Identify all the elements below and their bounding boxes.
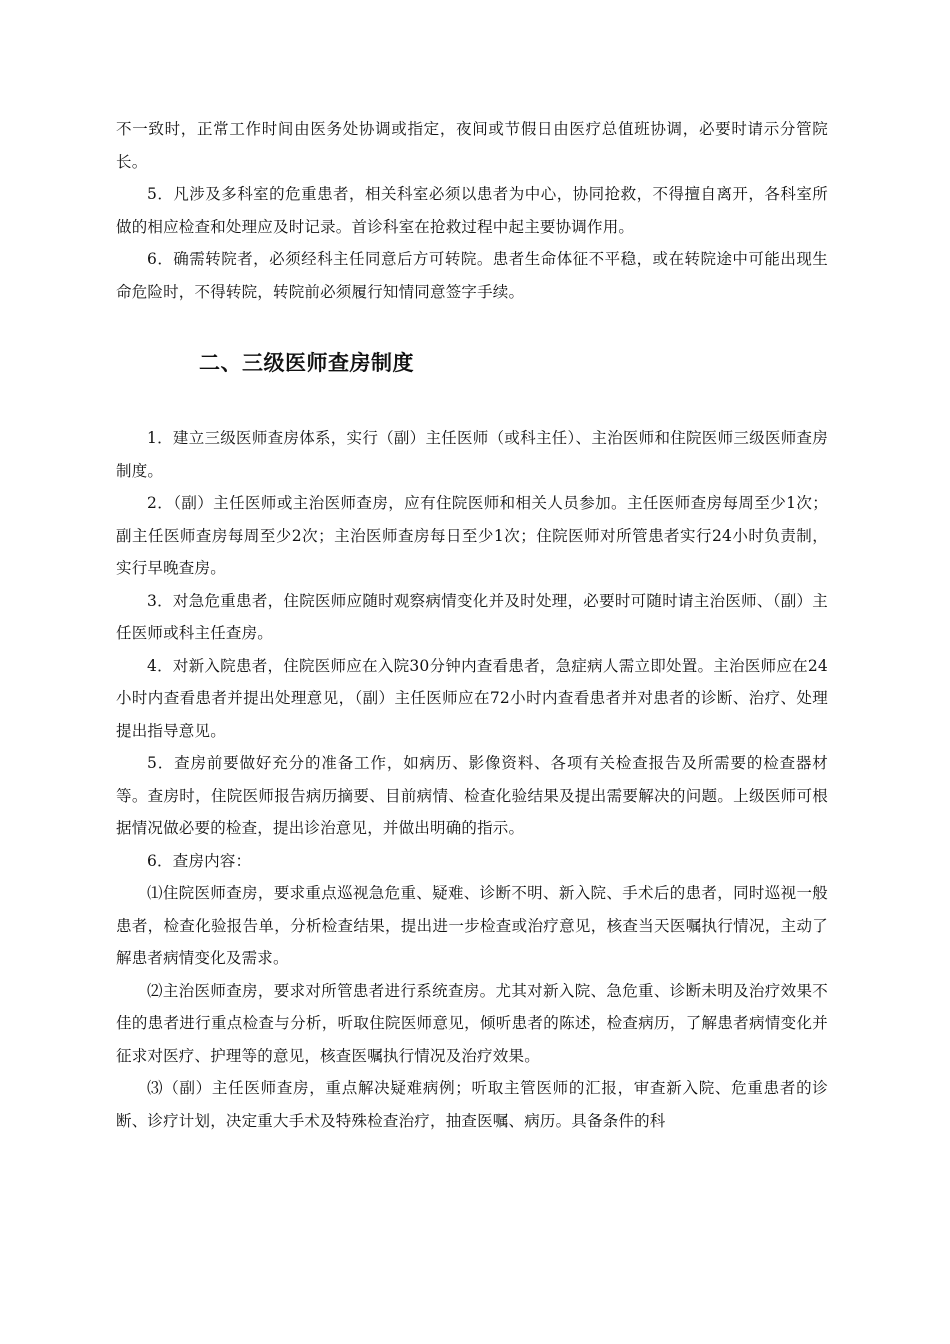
section-2-item-6: 6．查房内容： — [147, 851, 252, 870]
section-2-item-3: 3．对急危重患者，住院医师应随时观察病情变化并及时处理，必要时可随时请主治医师、（副）主任医师或科主任查房。 — [116, 591, 828, 642]
spacer — [116, 378, 828, 422]
section-2-item-2: 2．（副）主任医师或主治医师查房，应有住院医师和相关人员参加。主任医师查房每周至少1次；副主任医师查房每周至少2次；主治医师查房每日至少1次；住院医师对所管患者实行24小时负责制，实行早晚查房。 — [116, 494, 828, 577]
section-2-subitem-2: ⑵主治医师查房，要求对所管患者进行系统查房。尤其对新入院、急危重、诊断未明及治疗效果不佳的患者进行重点检查与分析，听取住院医师意见，倾听患者的陈述，检查病历，了解患者病情变化并征求对医疗、护理等的意见，核查医嘱执行情况及治疗效果。 — [116, 981, 828, 1065]
section-2-item-4: 4．对新入院患者，住院医师应在入院30分钟内查看患者，急症病人需立即处置。主治医师应在24小时内查看患者并提出处理意见，（副）主任医师应在72小时内查看患者并对患者的诊断、治疗、处理提出指导意见。 — [116, 656, 828, 740]
spacer — [116, 308, 828, 348]
section-2-item-5: 5．查房前要做好充分的准备工作，如病历、影像资料、各项有关检查报告及所需要的检查器材等。查房时，住院医师报告病历摘要、目前病情、检查化验结果及提出需要解决的问题。上级医师可根据情况做必要的检查，提出诊治意见，并做出明确的指示。 — [116, 754, 828, 837]
section-2-heading: 二、三级医师查房制度 — [199, 351, 414, 375]
section-2-item-1: 1．建立三级医师查房体系，实行（副）主任医师（或科主任）、主治医师和住院医师三级医师查房制度。 — [116, 429, 828, 480]
section-1-item-6: 6．确需转院者，必须经科主任同意后方可转院。患者生命体征不平稳，或在转院途中可能出现生命危险时，不得转院，转院前必须履行知情同意签字手续。 — [116, 250, 828, 301]
section-1-item-5: 5．凡涉及多科室的危重患者，相关科室必须以患者为中心，协同抢救，不得擅自离开，各科室所做的相应检查和处理应及时记录。首诊科室在抢救过程中起主要协调作用。 — [116, 185, 828, 236]
document-body — [116, 113, 828, 1137]
section-2-subitem-1: ⑴住院医师查房，要求重点巡视急危重、疑难、诊断不明、新入院、手术后的患者，同时巡视一般患者，检查化验报告单，分析检查结果，提出进一步检查或治疗意见，核查当天医嘱执行情况，主动了解患者病情变化及需求。 — [116, 884, 828, 967]
continuation-paragraph: 不一致时，正常工作时间由医务处协调或指定，夜间或节假日由医疗总值班协调，必要时请示分管院长。 — [116, 120, 828, 171]
section-2-subitem-3: ⑶（副）主任医师查房，重点解决疑难病例；听取主管医师的汇报，审查新入院、危重患者的诊断、诊疗计划，决定重大手术及特殊检查治疗，抽查医嘱、病历。具备条件的科 — [116, 1079, 828, 1130]
